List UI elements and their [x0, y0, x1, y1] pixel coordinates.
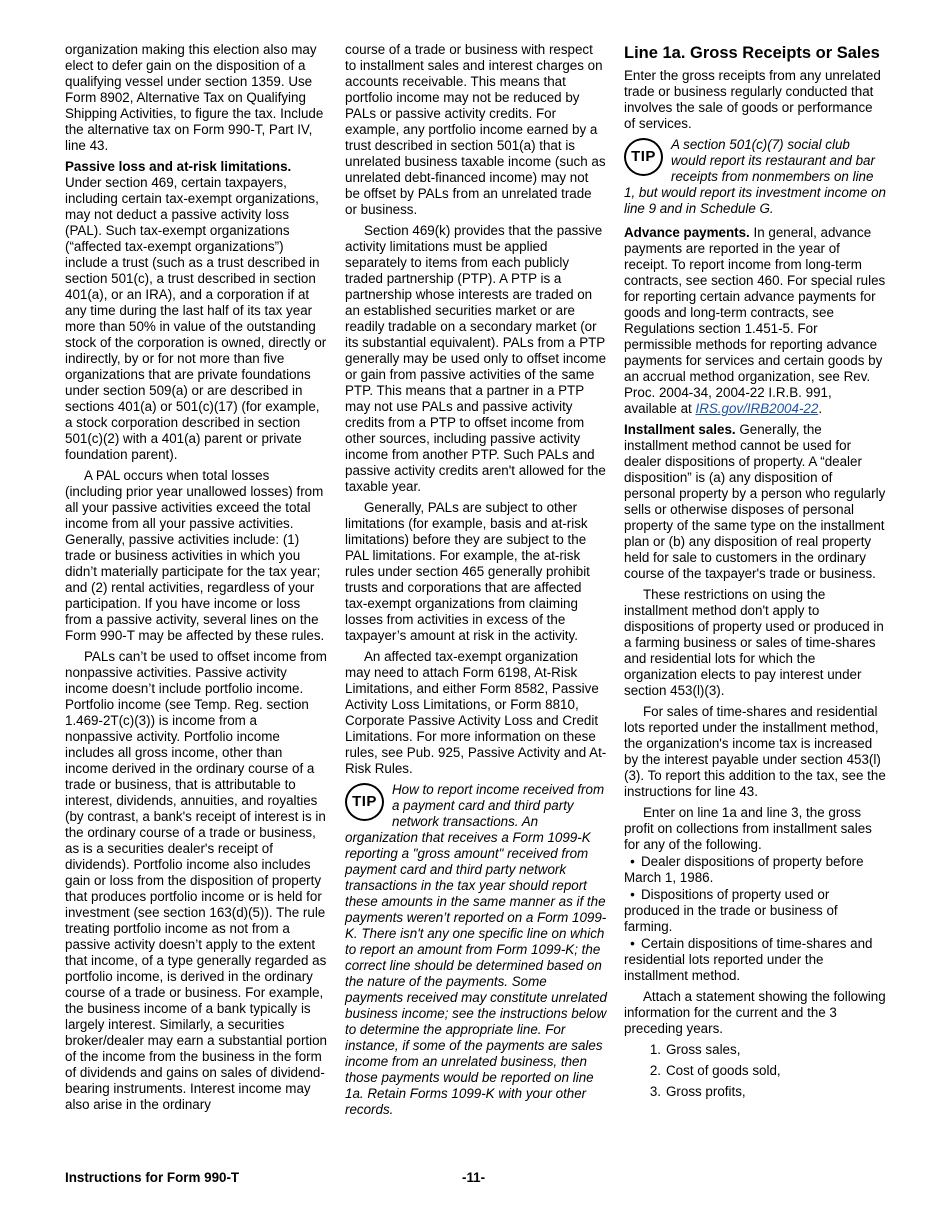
column-3	[624, 42, 886, 1105]
paragraph	[624, 225, 886, 417]
bullet-item	[624, 854, 886, 886]
paragraph: For sales of time-shares and residential lots reported under the installment method, the organization's income tax is increased by the interest payable under section 453(l)(3). To report this addition to the tax, see the instructions for line 43.	[624, 704, 886, 799]
list-item	[624, 1042, 886, 1058]
bullet-text: Certain dispositions of time-shares and residential lots reported under the installment method.	[624, 936, 873, 983]
bullet-icon: •	[630, 936, 635, 951]
paragraph: Enter on line 1a and line 3, the gross profit on collections from installment sales for any of the following.	[624, 805, 872, 852]
paragraph: Enter the gross receipts from any unrelated trade or business regularly conducted that involves the sale of goods or performance of services.	[624, 68, 881, 131]
bullet-text: Dealer dispositions of property before March 1, 1986.	[624, 854, 864, 885]
paragraph: Attach a statement showing the following information for the current and the 3 preceding years.	[624, 989, 886, 1036]
installment-sales-body: Generally, the installment method cannot be used for dealer dispositions of property. A “dealer disposition” is (a) any disposition of personal property by a person who regularly sells or otherwise disposes of personal property of the same type on the installment plan or (b) any disposition of real property held for sale to customers in the ordinary course of the taxpayer's trade or business.	[624, 422, 886, 581]
section-heading: Line 1a. Gross Receipts or Sales	[624, 44, 880, 62]
irs-link[interactable]: IRS.gov/IRB2004-22	[695, 401, 819, 416]
numbered-list	[624, 1042, 886, 1100]
column-2	[345, 42, 607, 1123]
list-item	[624, 1084, 886, 1100]
paragraph: organization making this election also may elect to defer gain on the disposition of a qualifying vessel under section 1359. Use Form 8902, Alternative Tax on Qualifying Shipping Activities, to figure the tax. Include the alternative tax on Form 990-T, Part IV, line 43.	[65, 42, 324, 153]
list-number: 3.	[649, 1084, 661, 1099]
tip-text: How to report income received from a payment card and third party network transactions. An organization that receives a Form 1099-K reporting a "gross amount" received from payment card and third party network transactions in the tax year should report these amounts in the same manner as if the payments weren’t reported on a Form 1099-K. There isn't any one specific line on which to report an amount from Form 1099-K; the correct line should be determined based on the nature of the payments. Some payments received may constitute unrelated business income; see the instructions below to determine the appropriate line. For instance, if some of the payments are sales income from an unrelated business, then those payments would be reported on line 1a. Retain Forms 1099-K with your other records.	[345, 782, 608, 1117]
tip-icon: TIP	[624, 138, 663, 176]
list-item	[624, 1063, 886, 1079]
installment-sales-heading: Installment sales.	[624, 422, 736, 437]
list-text: Gross sales,	[666, 1042, 741, 1057]
tip-box	[624, 137, 886, 217]
paragraph: Section 469(k) provides that the passive activity limitations must be applied separately to items from each publicly traded partnership (PTP). A PTP is a partnership whose interests are traded on an established securities market or are readily tradable on a secondary market (or its substantial equivalent). PALs from a PTP generally may be used only to offset income or gain from passive activities of the same PTP. This means that a partner in a PTP may not use PALs and passive activity credits from a PTP to offset income from other sources, including passive activity income from another PTP. Such PALs and passive activity credits aren't allowed for the taxable year.	[345, 223, 607, 494]
advance-payments-heading: Advance payments.	[624, 225, 750, 240]
list-text: Cost of goods sold,	[666, 1063, 781, 1078]
paragraph	[65, 159, 327, 463]
paragraph: PALs can’t be used to offset income from nonpassive activities. Passive activity income doesn’t include portfolio income. Portfolio income (see Temp. Reg. section 1.469-2T(c)(3)) is income from a nonpassive activity. Portfolio income includes all gross income, other than income derived in the ordinary course of a trade or business, that is attributable to interest, dividends, annuities, and royalties (by contrast, a bank's receipt of interest is in the ordinary course of a trade or business, as is a securities dealer's receipt of dividends). Portfolio income also includes gain or loss from the disposition of property that produces portfolio income or is held for investment (see section 163(d)(5)). The rule treating portfolio income as not from a passive activity doesn’t apply to the extent that income, of a type generally regarded as portfolio income, is derived in the ordinary course of a trade or business. For example, the business income of a bank typically is largely interest. Similarly, a securities broker/dealer may earn a substantial portion of the income from the business in the form of dividends and gains on sales of dividend-bearing instruments. Interest income may also arise in the ordinary	[65, 649, 328, 1112]
tip-box	[345, 782, 607, 1118]
passive-loss-body: Under section 469, certain taxpayers, including certain tax-exempt organizations, may not deduct a passive activity loss (PAL). Such tax-exempt organizations (“affected tax-exempt organizations”) include a trust (such as a trust described in section 501(c), a trust described in section 401(a), or an IRA), and a corporation if at any time during the last half of its tax year more than 50% in value of the outstanding stock of the corporation is owned, directly or indirectly, by or for not more than five organizations that are private foundations under section 509(a) or are described in sections 401(a) or 501(c)(17) (for example, a stock corporation described in section 501(c)(2) with a 401(a) parent or private foundation parent).	[65, 175, 327, 462]
tip-icon: TIP	[345, 783, 384, 821]
tip-text: A section 501(c)(7) social club would report its restaurant and bar receipts from nonmembers on line 1, but would report its investment income on line 9 and in Schedule G.	[624, 137, 886, 216]
paragraph	[624, 422, 886, 582]
bullet-icon: •	[630, 887, 635, 902]
bullet-item	[624, 936, 886, 984]
period: .	[818, 401, 823, 416]
column-1	[65, 42, 327, 1118]
list-text: Gross profits,	[666, 1084, 746, 1099]
page-number: -11-	[462, 1170, 486, 1185]
paragraph: Generally, PALs are subject to other limitations (for example, basis and at-risk limitations) before they are subject to the PAL limitations. For example, the at-risk rules under section 465 generally prohibit trusts and corporations that are affected tax-exempt organizations from claiming losses from activities in excess of the taxpayer’s amount at risk in the activity.	[345, 500, 590, 643]
paragraph: course of a trade or business with respect to installment sales and interest charges on accounts receivable. This means that portfolio income may not be reduced by PALs or passive activity credits. For example, any portfolio income earned by a trust described in section 501(a) that is unrelated business taxable income (such as unrelated debt-financed income) may not be offset by PALs from an unrelated trade or business.	[345, 42, 606, 217]
advance-payments-body: In general, advance payments are reported in the year of receipt. To report income from long-term contracts, see section 460. For special rules for reporting certain advance payments for goods and long-term contracts, see Regulations section 1.451-5. For permissible methods for reporting advance payments for services and certain goods by an accrual method organization, see Rev. Proc. 2004-34, 2004-22 I.R.B. 991, available at	[624, 225, 886, 416]
list-number: 1.	[649, 1042, 661, 1057]
footer-form-title: Instructions for Form 990-T	[65, 1170, 240, 1185]
paragraph: These restrictions on using the installment method don't apply to dispositions of property used or produced in a farming business or sales of time-shares and residential lots for which the organization elects to pay interest under section 453(l)(3).	[624, 587, 884, 698]
bullet-icon: •	[630, 854, 635, 869]
paragraph: A PAL occurs when total losses (including prior year unallowed losses) from all your passive activities exceed the total income from all your passive activities. Generally, passive activities include: (1) trade or business activities in which you didn’t materially participate for the tax year; and (2) rental activities, regardless of your participation. If you have income or loss from a passive activity, several lines on the Form 990-T may be affected by these rules.	[65, 468, 325, 643]
passive-loss-heading: Passive loss and at-risk limitations.	[65, 159, 292, 174]
paragraph: An affected tax-exempt organization may need to attach Form 6198, At-Risk Limitations, and either Form 8582, Passive Activity Loss Limitations, or Form 8810, Corporate Passive Activity Loss and Credit Limitations. For more information on these rules, see Pub. 925, Passive Activity and At-Risk Rules.	[345, 649, 607, 776]
bullet-item	[624, 887, 886, 935]
bullet-text: Dispositions of property used or produced in the trade or business of farming.	[624, 887, 838, 934]
list-number: 2.	[649, 1063, 661, 1078]
